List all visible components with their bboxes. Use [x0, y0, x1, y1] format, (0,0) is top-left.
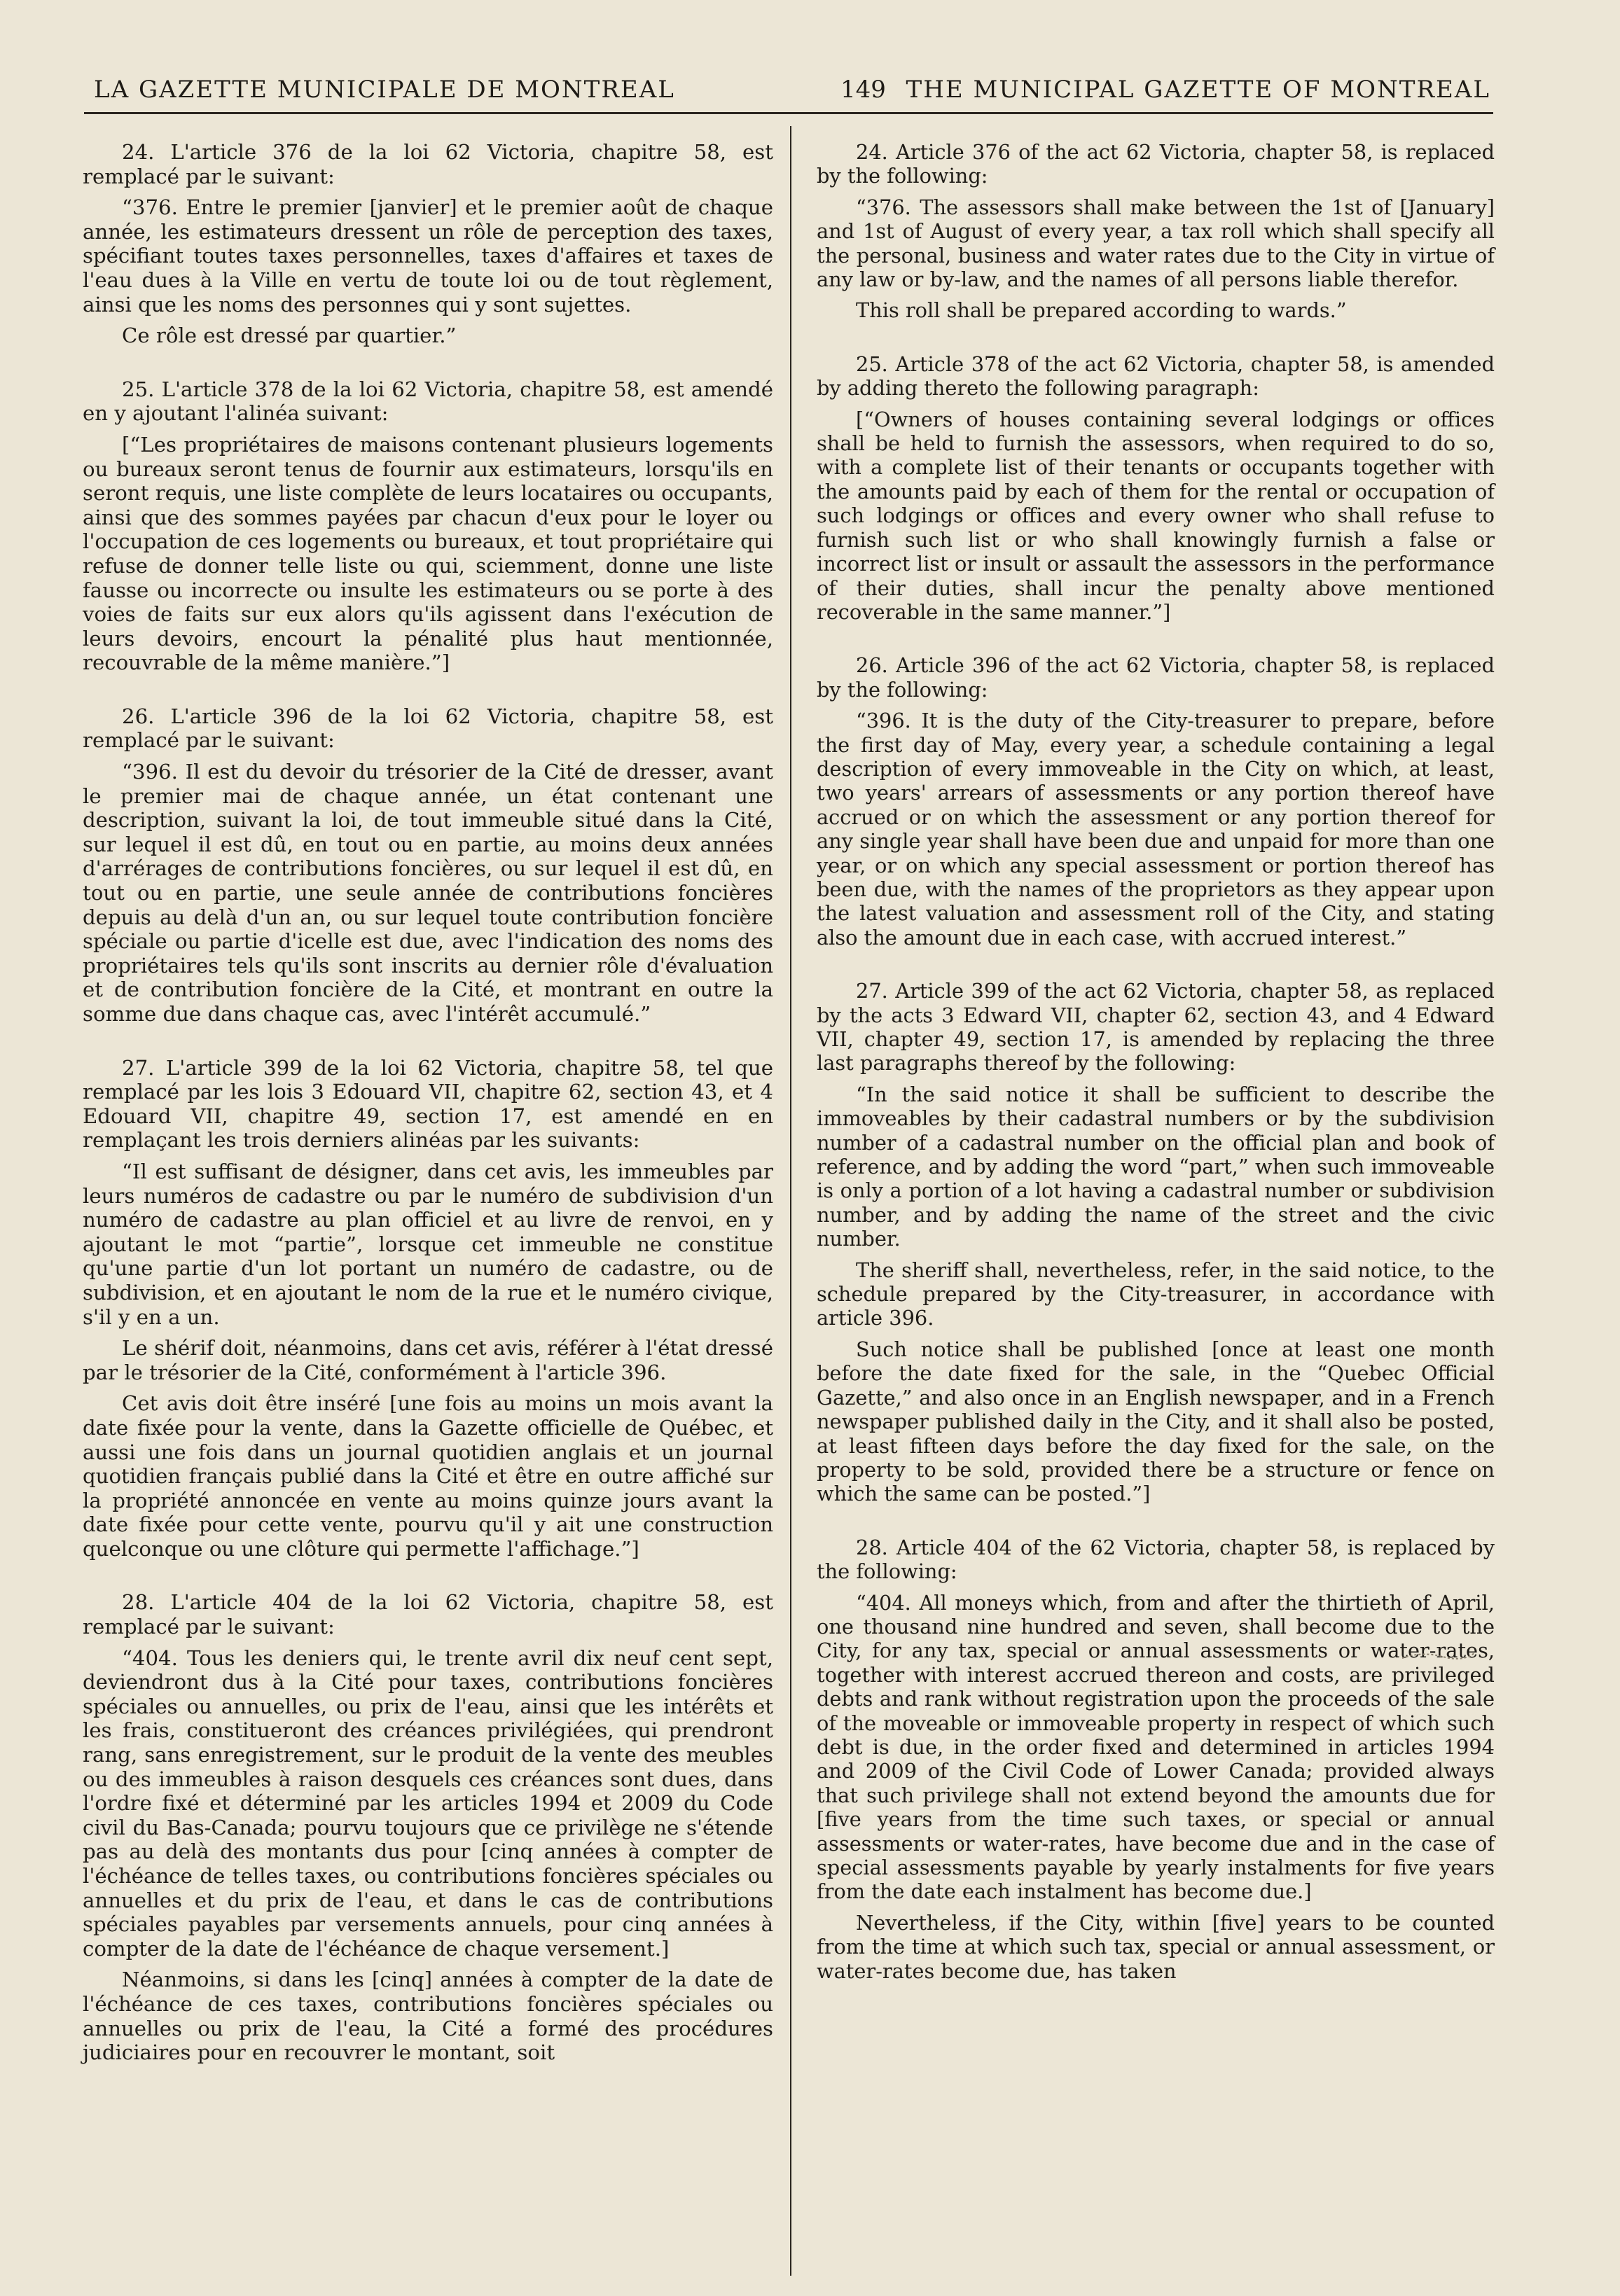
paragraph: “376. Entre le premier [janvier] et le premier août de chaque année, les estimateurs dressent un rôle de perception des taxes, spécifiant toutes taxes personnelles, taxes d'affaires et taxes de l'eau dues à la Ville en vertu de toute loi ou de tout règlement, ainsi que les noms des personnes qui y sont sujettes.: [83, 195, 773, 316]
paragraph: 26. L'article 396 de la loi 62 Victoria, chapitre 58, est remplacé par le suivant:: [83, 704, 773, 753]
paragraph: 24. Article 376 of the act 62 Victoria, chapter 58, is replaced by the following:: [817, 140, 1495, 188]
paragraph: Néanmoins, si dans les [cinq] années à compter de la date de l'échéance de ces taxes, contributions foncières spéciales ou annuelles ou prix de l'eau, la Cité a formé des procédures judiciaires pour en recouvrer le montant, soit: [83, 1968, 773, 2065]
english-column: [817, 140, 1495, 2012]
paragraph: “404. All moneys which, from and after the thirtieth of April, one thousand nine hundred and seven, shall become due to the City, for any tax, special or annual assessments or water-rates, together with interest accrued thereon and costs, are privileged debts and rank without registration upon the proceeds of the sale of the moveable or immoveable property in respect of which such debt is due, in the order fixed and determined in articles 1994 and 2009 of the Civil Code of Lower Canada; provided always that such privilege shall not extend beyond the amounts due for [five years from the time such taxes, or special or annual assessments or water-rates, have become due and in the case of special assessments payable by yearly instalments for five years from the date each instalment has become due.]: [817, 1590, 1495, 1904]
header-french-title: LA GAZETTE MUNICIPALE DE MONTREAL: [94, 76, 675, 104]
paragraph: [“Owners of houses containing several lodgings or offices shall be held to furnish the assessors, when required to do so, with a complete list of their tenants or occupants together with the amounts paid by each of them for the rental or occupation of such lodgings or offices and every owner who shall refuse to furnish such list or who shall knowingly furnish a false or incorrect list or insult or assault the assessors in the performance of their duties, shall incur the penalty above mentioned recoverable in the same manner.”]: [817, 407, 1495, 624]
article-28-fr: [83, 1590, 773, 2064]
paragraph: 27. Article 399 of the act 62 Victoria, chapter 58, as replaced by the acts 3 Edward VII, chapter 62, section 43, and 4 Edward VII, chapter 49, section 17, is amended by replacing the three last paragraphs thereof by the following:: [817, 979, 1495, 1076]
paragraph: “396. Il est du devoir du trésorier de la Cité de dresser, avant le premier mai de chaque année, un état contenant une description, suivant la loi, de tout immeuble situé dans la Cité, sur lequel il est dû, en tout ou en partie, au moins deux années d'arrérages de contributions foncières, ou sur lequel il est dû, en tout ou en partie, une seule année de contributions foncières depuis au delà d'un an, ou sur lequel toute contribution foncière spéciale ou partie d'icelle est due, avec l'indication des noms des propriétaires tels qu'ils sont inscrits au dernier rôle d'évaluation et de contribution foncière de la Cité, et montrant en outre la somme due dans chaque cas, avec l'intérêt accumulé.”: [83, 760, 773, 1026]
paragraph: “In the said notice it shall be sufficient to describe the immoveables by their cadastral numbers or by the subdivision number of a cadastral number on the official plan and book of reference, and by adding the word “part,” when such immoveable is only a portion of a lot having a cadastral number or subdivision number, and by adding the name of the street and the civic number.: [817, 1082, 1495, 1251]
paragraph: 27. L'article 399 de la loi 62 Victoria, chapitre 58, tel que remplacé par les lois 3 Edouard VII, chapitre 62, section 43, et 4 Edouard VII, chapitre 49, section 17, est amendé en en remplaçant les trois derniers alinéas par les suivants:: [83, 1055, 773, 1153]
article-25-fr: [83, 377, 773, 675]
paragraph: “376. The assessors shall make between the 1st of [January] and 1st of August of every year, a tax roll which shall specify all the personal, business and water rates due to the City in virtue of any law or by-law, and the names of all persons liable therefor.: [817, 195, 1495, 292]
paragraph: Ce rôle est dressé par quartier.”: [122, 323, 457, 348]
paragraph: Le shérif doit, néanmoins, dans cet avis, référer à l'état dressé par le trésorier de la Cité, conformément à l'article 396.: [83, 1336, 773, 1384]
paragraph: 28. Article 404 of the 62 Victoria, chapter 58, is replaced by the following:: [817, 1535, 1495, 1584]
header-rule: [84, 112, 1493, 114]
article-26-fr: [83, 704, 773, 1027]
paragraph: “Il est suffisant de désigner, dans cet avis, les immeubles par leurs numéros de cadastre ou par le numéro de subdivision d'un numéro de cadastre au plan officiel et au livre de renvoi, en y ajoutant le mot “partie”, lorsque cet immeuble ne constitue qu'une partie d'un lot portant un numéro de cadastre, ou de subdivision, et en ajoutant le nom de la rue et le numéro civique, s'il y en a un.: [83, 1159, 773, 1329]
paragraph: 28. L'article 404 de la loi 62 Victoria, chapitre 58, est remplacé par le suivant:: [83, 1590, 773, 1639]
article-28-en: [817, 1536, 1495, 1983]
header-english-title: THE MUNICIPAL GAZETTE OF MONTREAL: [906, 76, 1490, 104]
article-24-en: [817, 140, 1495, 323]
article-27-fr: [83, 1056, 773, 1561]
paragraph: This roll shall be prepared according to wards.”: [856, 298, 1347, 323]
article-24-fr: [83, 140, 773, 348]
paragraph: The sheriff shall, nevertheless, refer, in the said notice, to the schedule prepared by the City-treasurer, in accordance with article 396.: [817, 1258, 1495, 1330]
paragraph: “396. It is the duty of the City-treasurer to prepare, before the first day of May, every year, a schedule containing a legal description of every immoveable in the City on which, at least, two years' arrears of assessments or any portion thereof have accrued or on which the assessment or any portion thereof for any single year shall have been due and unpaid for more than one year, or on which any special assessment or portion thereof has been due, with the names of the proprietors as they appear upon the latest valuation and assessment roll of the City, and stating also the amount due in each case, with accrued interest.”: [817, 709, 1495, 949]
paragraph: [“Les propriétaires de maisons contenant plusieurs logements ou bureaux seront tenus de fournir aux estimateurs, lorsqu'ils en seront requis, une liste complète de leurs locataires ou occupants, ainsi que des sommes payées par chacun d'eux pour le loyer ou l'occupation de ces logements ou bureaux, et tout propriétaire qui refuse de donner telle liste ou qui, sciemment, donne une liste fausse ou incorrecte ou insulte les estimateurs ou se porte à des voies de faits sur eux alors qu'ils agissent dans l'exécution de leurs devoirs, encourt la pénalité plus haut mentionnée, recouvrable de la même manière.”]: [83, 432, 773, 675]
print-smudge: [1401, 1647, 1476, 1664]
article-25-en: [817, 352, 1495, 624]
french-column: [83, 140, 773, 2094]
paragraph: Such notice shall be published [once at least one month before the date fixed for the sale, in the “Quebec Official Gazette,” and also once in an English newspaper, and in a French newspaper published daily in the City, and it shall also be posted, at least fifteen days before the day fixed for the sale, on the property to be sold, provided there be a structure or fence on which the same can be posted.”]: [817, 1337, 1495, 1506]
paragraph: 24. L'article 376 de la loi 62 Victoria, chapitre 58, est remplacé par le suivant:: [83, 140, 773, 188]
paragraph: Cet avis doit être inséré [une fois au moins un mois avant la date fixée pour la vente, dans la Gazette officielle de Québec, et aussi une fois dans un journal quotidien anglais et un journal quotidien français publié dans la Cité et être en outre affiché sur la propriété annoncée en vente au moins quinze jours avant la date fixée pour cette vente, pourvu qu'il y ait une construction quelconque ou une clôture qui permette l'affichage.”]: [83, 1391, 773, 1561]
paragraph: 25. Article 378 of the act 62 Victoria, chapter 58, is amended by adding thereto the following paragraph:: [817, 352, 1495, 401]
paragraph: Nevertheless, if the City, within [five] years to be counted from the time at which such tax, special or annual assessment, or water-rates become due, has taken: [817, 1910, 1495, 1983]
paragraph: 26. Article 396 of the act 62 Victoria, chapter 58, is replaced by the following:: [817, 653, 1495, 702]
article-27-en: [817, 979, 1495, 1506]
column-divider: [790, 126, 791, 2276]
paragraph: “404. Tous les deniers qui, le trente avril dix neuf cent sept, deviendront dus à la Cité pour taxes, contributions foncières spéciales ou annuelles, ou prix de l'eau, ainsi que les intérêts et les frais, constitueront des créances privilégiées, qui prendront rang, sans enregistrement, sur le produit de la vente des meubles ou des immeubles à raison desquels ces créances sont dues, dans l'ordre fixé et déterminé par les articles 1994 et 2009 du Code civil du Bas-Canada; pourvu toujours que ce privilège ne s'étende pas au delà des montants dus pour [cinq années à compter de l'échéance de telles taxes, ou contributions foncières spéciales ou annuelles et du prix de l'eau, et dans le cas de contributions spéciales payables par versements annuels, pour cinq années à compter de la date de l'échéance de chaque versement.]: [83, 1646, 773, 1961]
paragraph: 25. L'article 378 de la loi 62 Victoria, chapitre 58, est amendé en y ajoutant l'alinéa suivant:: [83, 377, 773, 426]
article-26-en: [817, 653, 1495, 949]
page-number: 149: [840, 76, 886, 104]
running-header: [90, 76, 1490, 111]
